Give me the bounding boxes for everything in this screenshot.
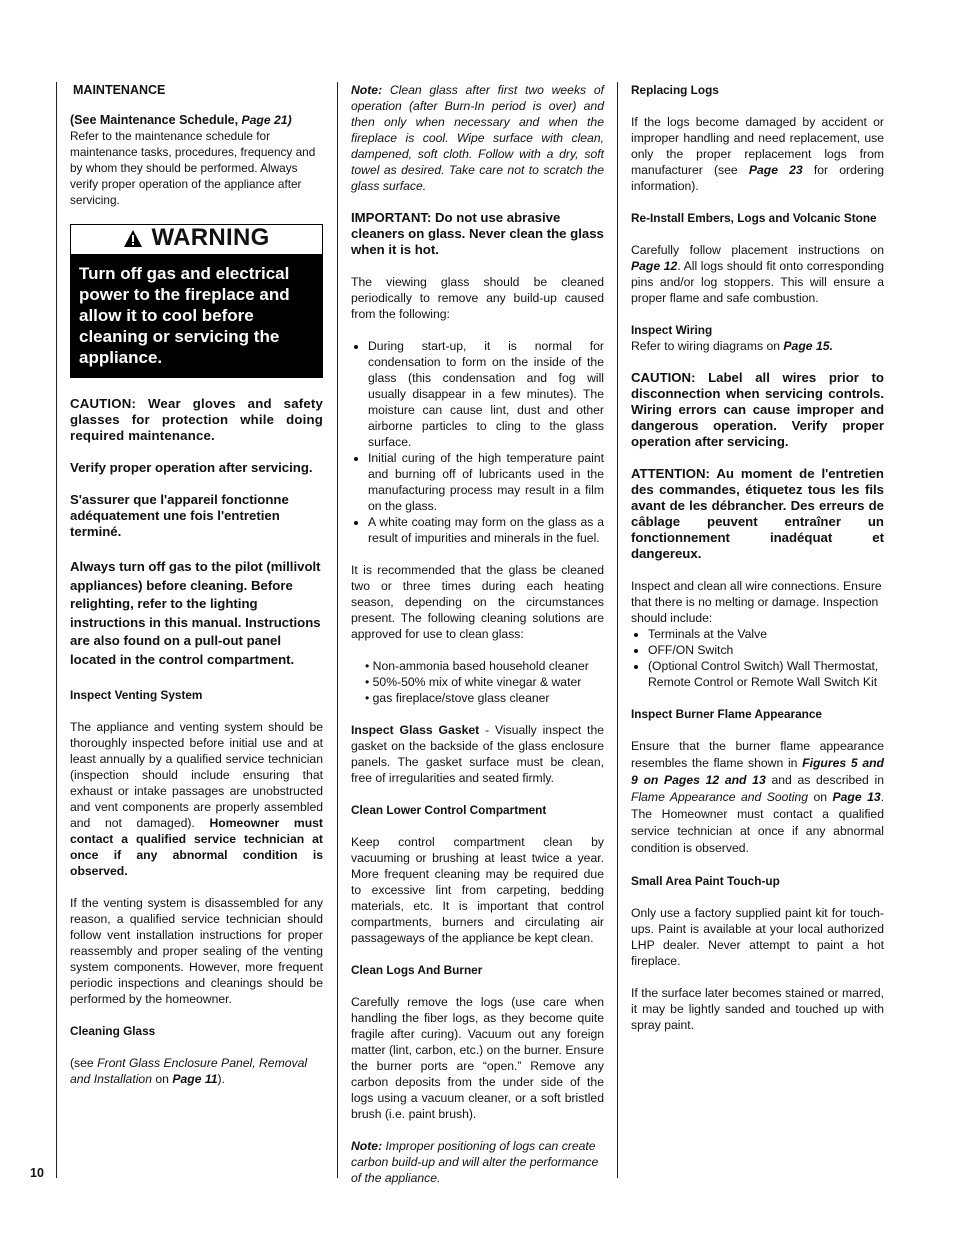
vent-text-1-bold: Homeowner must contact a qualified service technician at once if any abnormal condition is observed.: [70, 816, 323, 878]
reinstall-heading: Re-Install Embers, Logs and Volcanic Stone: [631, 211, 877, 225]
list-item: • (Optional Control Switch) Wall Thermostat, Remote Control or Remote Wall Switch Kit: [648, 658, 884, 690]
note-text: Clean glass after first two weeks of operation (after Burn-In period is over) and then only when necessary and when the fireplace is cool. Wipe surface with clean, dampened, soft cloth. Follow with a dry, soft towel as desired. Take care not to scratch the glass surface.: [351, 83, 604, 193]
replacing-logs-tail: for ordering information).: [631, 163, 884, 193]
column-rule-right: [617, 82, 618, 1178]
schedule-block: [70, 112, 323, 208]
list-item: • Terminals at the Valve: [648, 626, 884, 642]
wiring-page-ref: Page 15.: [783, 339, 833, 353]
inspect-connections-text: Inspect and clean all wire connections. Ensure that there is no melting or damage. Inspection should include:: [631, 579, 882, 625]
glass-page-ref: Page 11: [172, 1072, 218, 1086]
glass-on: on: [155, 1072, 169, 1086]
inspect-wiring-text: Refer to wiring diagrams on: [631, 339, 781, 353]
note-clean-glass: [351, 82, 604, 194]
attention-french: ATTENTION: Au moment de l'entretien des commandes, étiquetez tous les fils avant de les débrancher. Des erreurs de câblage peuvent entraîner un fonctionnement inadéquat et dangereux.: [631, 466, 884, 561]
reinstall-tail: . All logs should fit onto corresponding pins and/or log stoppers. This will ensure a proper flame and safe combustion.: [631, 259, 884, 305]
vent-heading: Inspect Venting System: [70, 688, 203, 702]
glass-heading: Cleaning Glass: [70, 1024, 156, 1038]
list-item: • A white coating may form on the glass as a result of impurities and minerals in the fuel.: [368, 514, 604, 546]
warning-header: [71, 225, 322, 255]
list-item: • OFF/ON Switch: [648, 642, 884, 658]
french-verify: S'assurer que l'appareil fonctionne adéquatement une fois l'entretien terminé.: [70, 492, 289, 539]
reinstall-body: Carefully follow placement instructions on: [631, 243, 884, 257]
flame-page-ref: Page 13: [832, 790, 881, 804]
caution-wires: CAUTION: Label all wires prior to disconnection when servicing controls. Wiring errors can cause improper and dangerous operation. Verify proper operation after servicing.: [631, 370, 884, 449]
reinstall-page-ref: Page 12: [631, 259, 678, 273]
schedule-label: (See Maintenance Schedule,: [70, 113, 239, 127]
flame-figures-ref: Figures 5 and 9 on Pages 12 and 13: [631, 756, 884, 787]
flame-heading: Inspect Burner Flame Appearance: [631, 707, 822, 721]
list-item: • gas fireplace/stove glass cleaner: [365, 691, 550, 705]
glass-ref-title: Front Glass Enclosure Panel, Removal and Installation: [70, 1056, 308, 1086]
lower-compartment-text: Keep control compartment clean by vacuuming or brushing at least twice a year. More frequent cleaning may be required due to excessive lint from carpeting, bedding materials, etc. It is important that control compartments, burners and circulating air passageways of the appliance be kept clean.: [351, 835, 604, 945]
column-rule-left: [56, 82, 57, 1178]
inspect-wiring-block: [631, 322, 884, 354]
flame-text-3: . The Homeowner must contact a qualified service technician at once if any abnormal condition is observed.: [631, 790, 885, 855]
replacing-logs-text: [631, 114, 884, 194]
inspect-wiring-heading: Inspect Wiring: [631, 323, 713, 337]
gasket-label: Inspect Glass Gasket: [351, 723, 480, 737]
flame-text-2: and as described in: [771, 773, 885, 787]
glass-gasket-paragraph: [351, 722, 604, 786]
flame-on: on: [813, 790, 828, 804]
paint-text: Only use a factory supplied paint kit for touch-ups. Paint is available at your local authorized LHP dealer. Never attempt to paint a hot fireplace.: [631, 906, 884, 968]
warning-title: WARNING: [151, 224, 270, 251]
paint-heading: Small Area Paint Touch-up: [631, 874, 780, 888]
important-abrasive: IMPORTANT: Do not use abrasive cleaners on glass. Never clean the glass when it is hot.: [351, 210, 604, 257]
replacing-logs-heading: Replacing Logs: [631, 83, 719, 97]
warning-body: Turn off gas and electrical power to the fireplace and allow it to cool before cleaning or servicing the appliance.: [71, 255, 322, 377]
page-number: 10: [30, 1166, 44, 1180]
maintenance-heading: MAINTENANCE: [73, 83, 166, 97]
logs-burner-text: Carefully remove the logs (use care when handling the fiber logs, as they become quite fragile after curing). Vacuum out any foreign matter (lint, carbon, etc.) on the burner. Ensure the burner ports are “open.” Remove any carbon deposits from the under side of the logs using a vacuum cleaner, or a soft bristled brush (i.e. paint brush).: [351, 995, 604, 1121]
schedule-page-ref: Page 21): [241, 113, 292, 127]
column-2: [351, 82, 604, 1202]
list-item: • Initial curing of the high temperature paint and burning off of lubricants used in the manufacturing process may result in a film on the glass.: [368, 450, 604, 514]
glass-reference: [70, 1055, 323, 1087]
vent-text-1: The appliance and venting system should be thoroughly inspected before initial use and at least annually by a qualified service technician (inspection should include ensuring that exhaust or intake passages are unobstructed and vent components are properly assembled and not damaged).: [70, 720, 323, 830]
buildup-causes-list: [351, 338, 604, 546]
logs-burner-heading: Clean Logs And Burner: [351, 963, 483, 977]
note-logs: [351, 1138, 604, 1186]
glass-close: ).: [217, 1072, 225, 1086]
inspection-list: [631, 626, 884, 690]
gasket-text: - Visually inspect the gasket on the backside of the glass enclosure panels. The gasket surface must be clean, free of irregularities and seated firmly.: [351, 723, 605, 785]
recommended-text: It is recommended that the glass be cleaned two or three times during each heating season, depending on the circumstances present. The following cleaning solutions are approved for use to clean glass:: [351, 563, 604, 641]
note-label: Note:: [351, 83, 383, 97]
column-3: [631, 82, 884, 1049]
warning-box: [70, 224, 323, 378]
caution-gloves: CAUTION: Wear gloves and safety glasses for protection while doing required maintenance.: [70, 396, 323, 443]
vent-paragraph-1: [70, 719, 323, 879]
warning-triangle-icon: [123, 229, 143, 248]
note-label: Note:: [351, 1139, 383, 1153]
pilot-warning: Always turn off gas to the pilot (millivolt appliances) before cleaning. Before relighting, refer to the lighting instructions in this manual. Instructions are also found on a pull-out panel located in the control compartment.: [70, 559, 321, 667]
note-text: Improper positioning of logs can create carbon build-up and will alter the performance of the appliance.: [351, 1139, 599, 1185]
list-item: • Non-ammonia based household cleaner: [365, 659, 589, 673]
lower-compartment-heading: Clean Lower Control Compartment: [351, 803, 547, 817]
verify-operation: Verify proper operation after servicing.: [70, 460, 313, 475]
schedule-text: Refer to the maintenance schedule for maintenance tasks, procedures, frequency and by whom they should be performed. Always verify proper operation of the appliance after servicing.: [70, 129, 316, 207]
reinstall-text: [631, 242, 884, 306]
flame-text-1: Ensure that the burner flame appearance resembles the flame shown in: [631, 739, 884, 770]
list-item: • 50%-50% mix of white vinegar & water: [365, 675, 582, 689]
flame-text: [631, 738, 884, 857]
stained-text: If the surface later becomes stained or marred, it may be lightly sanded and touched up with spray paint.: [631, 986, 884, 1032]
flame-ref-title: Flame Appearance and Sooting: [631, 790, 809, 804]
list-item: • During start-up, it is normal for condensation to form on the inside of the glass (this condensation and fog will usually disappear in a few minutes). The moisture can cause lint, dust and other airborne particles to cling to the glass surface.: [368, 338, 604, 450]
replacing-logs-body: If the logs become damaged by accident or improper handling and need replacement, use only the proper replacement logs from manufacturer (see: [631, 115, 884, 177]
column-1: [70, 82, 323, 1103]
replacing-logs-page-ref: Page 23: [748, 163, 803, 177]
cleaning-solutions-list: [351, 658, 604, 706]
vent-paragraph-2: If the venting system is disassembled for any reason, a qualified service technician should follow vent installation instructions for proper reassembly and proper sealing of the venting system components. However, more frequent periodic inspections and cleanings should be performed by the homeowner.: [70, 896, 323, 1006]
column-rule-middle: [337, 82, 338, 1178]
viewing-glass-text: The viewing glass should be cleaned periodically to remove any build-up caused from the following:: [351, 275, 604, 321]
glass-see: (see: [70, 1056, 94, 1070]
